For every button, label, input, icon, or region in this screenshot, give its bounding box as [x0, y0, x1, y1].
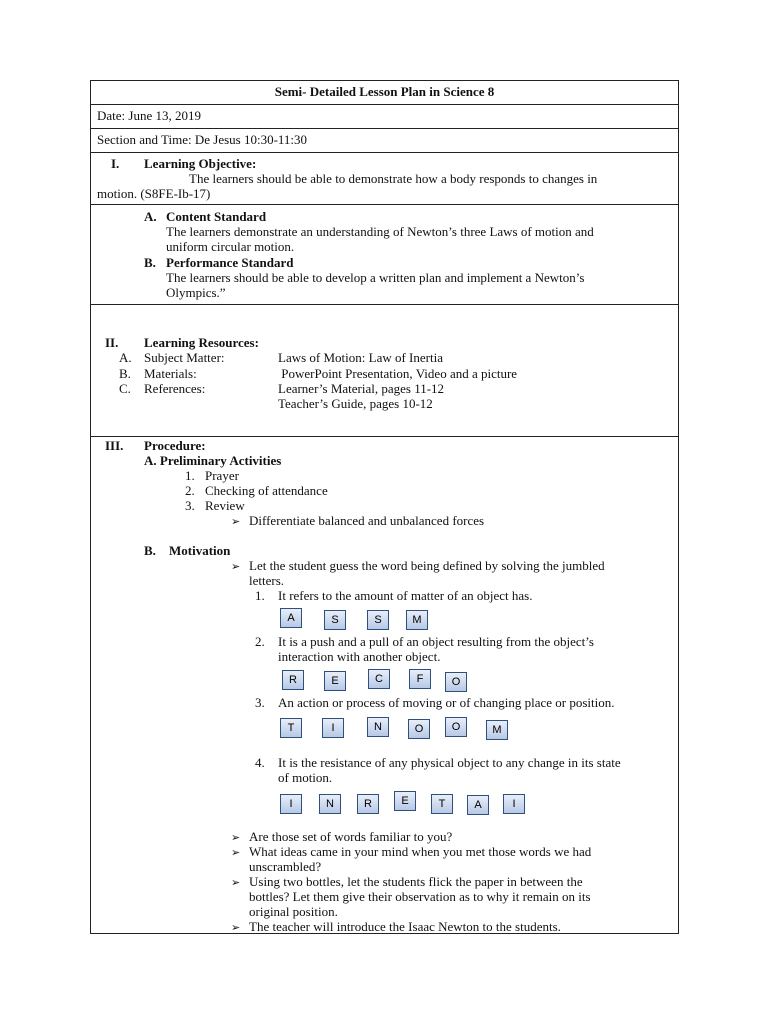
objective-line-2: motion. (S8FE-Ib-17) — [97, 186, 211, 201]
procedure-number: III. — [105, 438, 124, 453]
page-title: Semi- Detailed Lesson Plan in Science 8 — [274, 84, 495, 99]
question-2-line-2: interaction with another object. — [278, 649, 441, 664]
letter-tile: R — [282, 670, 304, 690]
question-1-text: It refers to the amount of matter of an object has. — [278, 588, 533, 603]
letter-tile: N — [367, 717, 389, 737]
prelim-2-text: Checking of attendance — [205, 483, 328, 498]
resource-a-key: Subject Matter: — [144, 350, 225, 365]
section-row — [91, 129, 678, 153]
letter-tile: E — [394, 791, 416, 811]
arrow-bullet-icon: ➢ — [231, 876, 241, 889]
letter-tile: T — [431, 794, 453, 814]
question-4-line-2: of motion. — [278, 770, 333, 785]
resource-b-value: PowerPoint Presentation, Video and a picture — [278, 366, 518, 381]
standards-row — [91, 205, 678, 305]
performance-standard-heading: Performance Standard — [166, 255, 294, 270]
bullet-ideas-line-1: What ideas came in your mind when you met those words we had — [249, 844, 592, 859]
content-standard-line-2: uniform circular motion. — [166, 239, 295, 254]
title-row — [91, 81, 678, 105]
letter-tile: I — [503, 794, 525, 814]
bullet-bottles-line-1: Using two bottles, let the students flick the paper in between the — [249, 874, 583, 889]
letter-tile: R — [357, 794, 379, 814]
question-1-number: 1. — [255, 588, 265, 603]
letter-tile: M — [406, 610, 428, 630]
letter-tile: T — [280, 718, 302, 738]
motivation-intro-line-2: letters. — [249, 573, 285, 588]
bullet-familiar-text: Are those set of words familiar to you? — [249, 829, 453, 844]
arrow-bullet-icon: ➢ — [231, 921, 241, 934]
resource-c-key: References: — [144, 381, 206, 396]
content-standard-label: A. — [144, 209, 157, 224]
question-2-number: 2. — [255, 634, 265, 649]
objective-row — [91, 153, 678, 205]
letter-tile: N — [319, 794, 341, 814]
arrow-bullet-icon: ➢ — [231, 846, 241, 859]
lesson-plan-table — [90, 80, 679, 934]
arrow-bullet-icon: ➢ — [231, 560, 241, 573]
resources-heading: Learning Resources: — [144, 335, 259, 350]
content-standard-line-1: The learners demonstrate an understanding of Newton’s three Laws of motion and — [166, 224, 594, 239]
letter-tile: A — [280, 608, 302, 628]
motivation-label: B. — [144, 543, 156, 558]
date-row — [91, 105, 678, 129]
prelim-3-num: 3. — [185, 498, 195, 513]
letter-tile: E — [324, 671, 346, 691]
question-2-line-1: It is a push and a pull of an object resulting from the object’s — [278, 634, 594, 649]
bullet-bottles-line-2: bottles? Let them give their observation as to why it remain on its — [249, 889, 591, 904]
objective-line-1: The learners should be able to demonstrate how a body responds to changes in — [189, 171, 598, 186]
resource-a-value: Laws of Motion: Law of Inertia — [278, 350, 443, 365]
prelim-2-num: 2. — [185, 483, 195, 498]
resource-b-label: B. — [119, 366, 131, 381]
question-4-line-1: It is the resistance of any physical object to any change in its state — [278, 755, 621, 770]
review-bullet-text: Differentiate balanced and unbalanced forces — [249, 513, 485, 528]
resource-b-key: Materials: — [144, 366, 197, 381]
motivation-heading: Motivation — [169, 543, 231, 558]
content-standard-heading: Content Standard — [166, 209, 267, 224]
letter-tile: I — [322, 718, 344, 738]
letter-tile: M — [486, 720, 508, 740]
resources-number: II. — [105, 335, 119, 350]
letter-tile: O — [445, 672, 467, 692]
date-text: Date: June 13, 2019 — [97, 108, 201, 123]
objective-number: I. — [111, 156, 120, 171]
letter-tile: O — [408, 719, 430, 739]
performance-standard-line-1: The learners should be able to develop a written plan and implement a Newton’s — [166, 270, 585, 285]
resource-c-label: C. — [119, 381, 131, 396]
section-time-text: Section and Time: De Jesus 10:30-11:30 — [97, 132, 308, 147]
objective-heading: Learning Objective: — [144, 156, 257, 171]
preliminary-heading: A. Preliminary Activities — [144, 453, 282, 468]
bullet-bottles-line-3: original position. — [249, 904, 338, 919]
arrow-bullet-icon: ➢ — [231, 831, 241, 844]
question-3-number: 3. — [255, 695, 265, 710]
resource-c-value: Learner’s Material, pages 11-12 — [278, 381, 445, 396]
resource-c-extra: Teacher’s Guide, pages 10-12 — [278, 396, 433, 411]
letter-tile: I — [280, 794, 302, 814]
bullet-newton-text: The teacher will introduce the Isaac Newton to the students. — [249, 919, 561, 934]
performance-standard-line-2: Olympics.” — [166, 285, 226, 300]
prelim-1-num: 1. — [185, 468, 195, 483]
prelim-3-text: Review — [205, 498, 245, 513]
bullet-ideas-line-2: unscrambled? — [249, 859, 322, 874]
question-4-number: 4. — [255, 755, 265, 770]
procedure-heading: Procedure: — [144, 438, 206, 453]
resources-row — [91, 305, 678, 437]
letter-tile: S — [324, 610, 346, 630]
resource-a-label: A. — [119, 350, 132, 365]
motivation-intro-line-1: Let the student guess the word being defined by solving the jumbled — [249, 558, 605, 573]
letter-tile: C — [368, 669, 390, 689]
letter-tile: A — [467, 795, 489, 815]
procedure-row — [91, 437, 678, 935]
letter-tile: S — [367, 610, 389, 630]
letter-tile: O — [445, 717, 467, 737]
prelim-1-text: Prayer — [205, 468, 239, 483]
arrow-bullet-icon: ➢ — [231, 515, 241, 528]
letter-tile: F — [409, 669, 431, 689]
performance-standard-label: B. — [144, 255, 156, 270]
question-3-text: An action or process of moving or of changing place or position. — [278, 695, 615, 710]
